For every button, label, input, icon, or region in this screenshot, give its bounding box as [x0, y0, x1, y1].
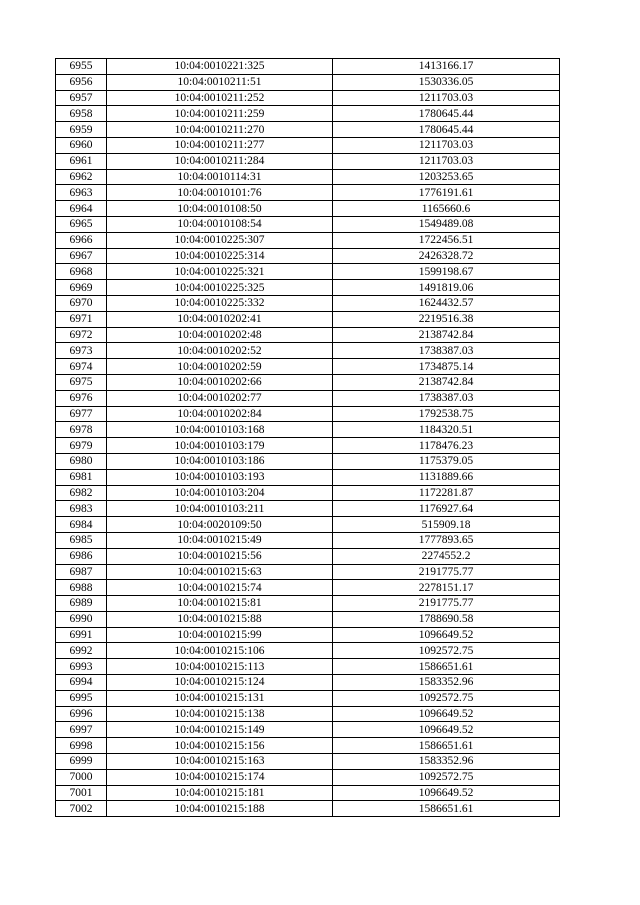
table-row	[56, 580, 560, 596]
row-number-cell: 6985	[56, 532, 107, 548]
cadastral-number-cell: 10:04:0010202:84	[107, 406, 333, 422]
table-row	[56, 675, 560, 691]
value-cell: 2219516.38	[333, 311, 560, 327]
value-cell: 1413166.17	[333, 59, 560, 75]
cadastral-number-cell: 10:04:0010215:56	[107, 548, 333, 564]
cadastral-number-cell: 10:04:0010215:188	[107, 801, 333, 817]
cadastral-number-cell: 10:04:0010215:149	[107, 722, 333, 738]
value-cell: 1586651.61	[333, 738, 560, 754]
value-cell: 1096649.52	[333, 706, 560, 722]
value-cell: 1788690.58	[333, 611, 560, 627]
cadastral-number-cell: 10:04:0010103:179	[107, 438, 333, 454]
cadastral-number-cell: 10:04:0010103:186	[107, 453, 333, 469]
cadastral-number-cell: 10:04:0010103:168	[107, 422, 333, 438]
value-cell: 1792538.75	[333, 406, 560, 422]
value-cell: 1586651.61	[333, 659, 560, 675]
row-number-cell: 6998	[56, 738, 107, 754]
table-row	[56, 438, 560, 454]
row-number-cell: 6992	[56, 643, 107, 659]
row-number-cell: 6974	[56, 359, 107, 375]
value-cell: 515909.18	[333, 517, 560, 533]
value-cell: 1096649.52	[333, 785, 560, 801]
cadastral-number-cell: 10:04:0010108:54	[107, 216, 333, 232]
row-number-cell: 6987	[56, 564, 107, 580]
row-number-cell: 6975	[56, 374, 107, 390]
value-cell: 1096649.52	[333, 722, 560, 738]
table-row	[56, 596, 560, 612]
row-number-cell: 6970	[56, 295, 107, 311]
row-number-cell: 6990	[56, 611, 107, 627]
table-row	[56, 390, 560, 406]
table-row	[56, 59, 560, 75]
cadastral-number-cell: 10:04:0010108:50	[107, 201, 333, 217]
value-cell: 1780645.44	[333, 106, 560, 122]
table-row	[56, 690, 560, 706]
cadastral-number-cell: 10:04:0010225:332	[107, 295, 333, 311]
table-row	[56, 327, 560, 343]
cadastral-number-cell: 10:04:0010215:131	[107, 690, 333, 706]
row-number-cell: 6988	[56, 580, 107, 596]
value-cell: 2426328.72	[333, 248, 560, 264]
table-row	[56, 627, 560, 643]
cadastral-number-cell: 10:04:0010215:156	[107, 738, 333, 754]
value-cell: 1211703.03	[333, 137, 560, 153]
row-number-cell: 6963	[56, 185, 107, 201]
table-row	[56, 738, 560, 754]
table-row	[56, 501, 560, 517]
row-number-cell: 6978	[56, 422, 107, 438]
row-number-cell: 6956	[56, 74, 107, 90]
row-number-cell: 6986	[56, 548, 107, 564]
table-row	[56, 706, 560, 722]
value-cell: 2138742.84	[333, 374, 560, 390]
row-number-cell: 6979	[56, 438, 107, 454]
cadastral-number-cell: 10:04:0010225:325	[107, 280, 333, 296]
cadastral-number-cell: 10:04:0010103:204	[107, 485, 333, 501]
cadastral-number-cell: 10:04:0010101:76	[107, 185, 333, 201]
value-cell: 2278151.17	[333, 580, 560, 596]
row-number-cell: 6967	[56, 248, 107, 264]
cadastral-number-cell: 10:04:0010225:307	[107, 232, 333, 248]
table-row	[56, 280, 560, 296]
value-cell: 1165660.6	[333, 201, 560, 217]
row-number-cell: 6981	[56, 469, 107, 485]
row-number-cell: 6961	[56, 153, 107, 169]
value-cell: 1624432.57	[333, 295, 560, 311]
value-cell: 1583352.96	[333, 675, 560, 691]
value-cell: 1734875.14	[333, 359, 560, 375]
cadastral-number-cell: 10:04:0010211:270	[107, 122, 333, 138]
row-number-cell: 7002	[56, 801, 107, 817]
cadastral-number-cell: 10:04:0010215:88	[107, 611, 333, 627]
cadastral-number-cell: 10:04:0020109:50	[107, 517, 333, 533]
cadastral-number-cell: 10:04:0010211:277	[107, 137, 333, 153]
cadastral-number-cell: 10:04:0010103:193	[107, 469, 333, 485]
table-row	[56, 659, 560, 675]
value-cell: 1131889.66	[333, 469, 560, 485]
table-row	[56, 122, 560, 138]
value-cell: 1096649.52	[333, 627, 560, 643]
row-number-cell: 6995	[56, 690, 107, 706]
row-number-cell: 6959	[56, 122, 107, 138]
value-cell: 1092572.75	[333, 769, 560, 785]
cadastral-number-cell: 10:04:0010211:252	[107, 90, 333, 106]
cadastral-number-cell: 10:04:0010215:63	[107, 564, 333, 580]
table-row	[56, 785, 560, 801]
value-cell: 1211703.03	[333, 153, 560, 169]
cadastral-number-cell: 10:04:0010202:41	[107, 311, 333, 327]
cadastral-number-cell: 10:04:0010202:66	[107, 374, 333, 390]
value-cell: 1092572.75	[333, 643, 560, 659]
cadastral-number-cell: 10:04:0010202:77	[107, 390, 333, 406]
cadastral-number-cell: 10:04:0010202:48	[107, 327, 333, 343]
table-row	[56, 359, 560, 375]
table-row	[56, 548, 560, 564]
row-number-cell: 6996	[56, 706, 107, 722]
row-number-cell: 6973	[56, 343, 107, 359]
table-row	[56, 754, 560, 770]
table-row	[56, 611, 560, 627]
table-row	[56, 74, 560, 90]
value-cell: 2191775.77	[333, 564, 560, 580]
row-number-cell: 6983	[56, 501, 107, 517]
value-cell: 1491819.06	[333, 280, 560, 296]
cadastral-number-cell: 10:04:0010215:49	[107, 532, 333, 548]
value-cell: 2191775.77	[333, 596, 560, 612]
row-number-cell: 6955	[56, 59, 107, 75]
value-cell: 1178476.23	[333, 438, 560, 454]
row-number-cell: 7001	[56, 785, 107, 801]
cadastral-number-cell: 10:04:0010221:325	[107, 59, 333, 75]
table-row	[56, 216, 560, 232]
table-row	[56, 169, 560, 185]
row-number-cell: 6999	[56, 754, 107, 770]
cadastral-number-cell: 10:04:0010202:52	[107, 343, 333, 359]
row-number-cell: 6972	[56, 327, 107, 343]
row-number-cell: 6962	[56, 169, 107, 185]
table-row	[56, 469, 560, 485]
cadastral-number-cell: 10:04:0010211:284	[107, 153, 333, 169]
cadastral-number-cell: 10:04:0010215:113	[107, 659, 333, 675]
value-cell: 1599198.67	[333, 264, 560, 280]
value-cell: 1184320.51	[333, 422, 560, 438]
value-cell: 1738387.03	[333, 343, 560, 359]
value-cell: 2138742.84	[333, 327, 560, 343]
table-row	[56, 643, 560, 659]
value-cell: 1203253.65	[333, 169, 560, 185]
value-cell: 2274552.2	[333, 548, 560, 564]
cadastral-number-cell: 10:04:0010103:211	[107, 501, 333, 517]
cadastral-number-cell: 10:04:0010114:31	[107, 169, 333, 185]
table-row	[56, 564, 560, 580]
table-row	[56, 422, 560, 438]
row-number-cell: 6957	[56, 90, 107, 106]
value-cell: 1776191.61	[333, 185, 560, 201]
table-row	[56, 801, 560, 817]
cadastral-number-cell: 10:04:0010215:138	[107, 706, 333, 722]
cadastral-number-cell: 10:04:0010215:74	[107, 580, 333, 596]
value-cell: 1583352.96	[333, 754, 560, 770]
row-number-cell: 6964	[56, 201, 107, 217]
table-row	[56, 517, 560, 533]
cadastral-number-cell: 10:04:0010202:59	[107, 359, 333, 375]
row-number-cell: 6960	[56, 137, 107, 153]
table-row	[56, 343, 560, 359]
table-row	[56, 453, 560, 469]
value-cell: 1780645.44	[333, 122, 560, 138]
cadastral-number-cell: 10:04:0010215:163	[107, 754, 333, 770]
table-row	[56, 264, 560, 280]
value-cell: 1586651.61	[333, 801, 560, 817]
value-cell: 1722456.51	[333, 232, 560, 248]
cadastral-number-cell: 10:04:0010215:81	[107, 596, 333, 612]
table-row	[56, 374, 560, 390]
value-cell: 1777893.65	[333, 532, 560, 548]
table-row	[56, 106, 560, 122]
table-row	[56, 137, 560, 153]
row-number-cell: 6984	[56, 517, 107, 533]
value-cell: 1738387.03	[333, 390, 560, 406]
cadastral-number-cell: 10:04:0010211:51	[107, 74, 333, 90]
table-row	[56, 90, 560, 106]
cadastral-number-cell: 10:04:0010215:181	[107, 785, 333, 801]
row-number-cell: 6993	[56, 659, 107, 675]
table-row	[56, 485, 560, 501]
table-row	[56, 185, 560, 201]
row-number-cell: 6965	[56, 216, 107, 232]
table-row	[56, 311, 560, 327]
data-table	[55, 58, 560, 817]
table-row	[56, 406, 560, 422]
value-cell: 1211703.03	[333, 90, 560, 106]
cadastral-number-cell: 10:04:0010225:321	[107, 264, 333, 280]
row-number-cell: 6982	[56, 485, 107, 501]
table-row	[56, 201, 560, 217]
cadastral-number-cell: 10:04:0010215:174	[107, 769, 333, 785]
value-cell: 1175379.05	[333, 453, 560, 469]
value-cell: 1176927.64	[333, 501, 560, 517]
row-number-cell: 6994	[56, 675, 107, 691]
cadastral-number-cell: 10:04:0010215:106	[107, 643, 333, 659]
cadastral-number-cell: 10:04:0010225:314	[107, 248, 333, 264]
cadastral-number-cell: 10:04:0010215:124	[107, 675, 333, 691]
row-number-cell: 6989	[56, 596, 107, 612]
row-number-cell: 6976	[56, 390, 107, 406]
table-row	[56, 295, 560, 311]
row-number-cell: 6977	[56, 406, 107, 422]
cadastral-number-cell: 10:04:0010215:99	[107, 627, 333, 643]
row-number-cell: 6971	[56, 311, 107, 327]
table-row	[56, 248, 560, 264]
table-row	[56, 232, 560, 248]
value-cell: 1530336.05	[333, 74, 560, 90]
cadastral-number-cell: 10:04:0010211:259	[107, 106, 333, 122]
table-body	[56, 59, 560, 817]
row-number-cell: 6997	[56, 722, 107, 738]
row-number-cell: 6958	[56, 106, 107, 122]
table-row	[56, 532, 560, 548]
row-number-cell: 6966	[56, 232, 107, 248]
value-cell: 1092572.75	[333, 690, 560, 706]
table-row	[56, 769, 560, 785]
row-number-cell: 6968	[56, 264, 107, 280]
value-cell: 1172281.87	[333, 485, 560, 501]
row-number-cell: 6969	[56, 280, 107, 296]
table-row	[56, 153, 560, 169]
row-number-cell: 6980	[56, 453, 107, 469]
row-number-cell: 7000	[56, 769, 107, 785]
row-number-cell: 6991	[56, 627, 107, 643]
value-cell: 1549489.08	[333, 216, 560, 232]
table-row	[56, 722, 560, 738]
